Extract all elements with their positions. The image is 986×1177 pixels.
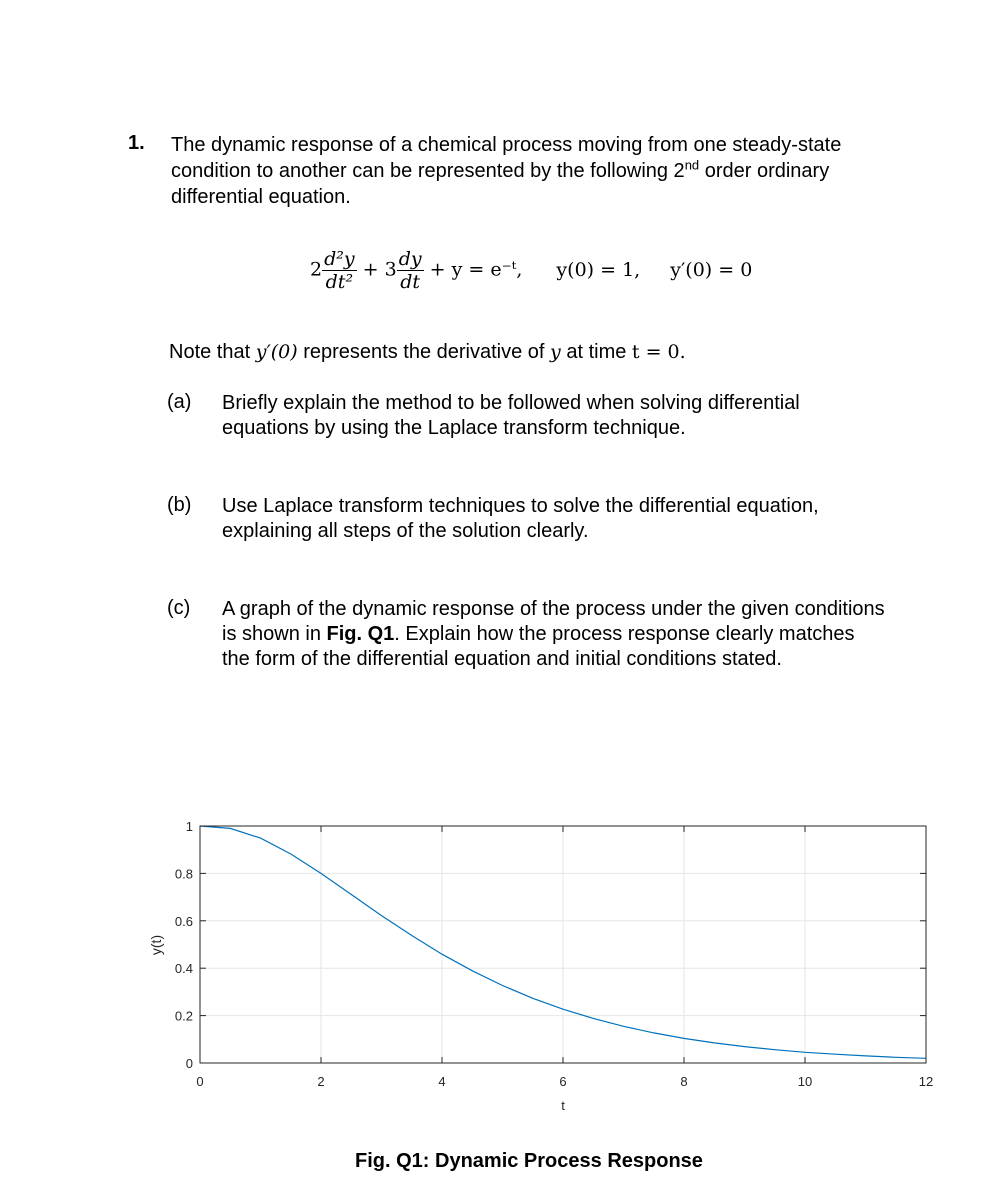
figure-reference: Fig. Q1 bbox=[326, 623, 395, 645]
x-tick-label: 2 bbox=[317, 1074, 325, 1089]
note-m2: y bbox=[550, 341, 561, 363]
part-c-line-3: the form of the differential equation and initial conditions stated. bbox=[222, 648, 782, 670]
part-a-line-2: equations by using the Laplace transform technique. bbox=[222, 417, 686, 439]
eq-frac2-num: dy bbox=[398, 248, 422, 270]
figure-caption: Fig. Q1: Dynamic Process Response bbox=[355, 1150, 703, 1172]
intro-superscript: nd bbox=[684, 157, 700, 173]
part-a-line-1: Briefly explain the method to be followed when solving differential bbox=[222, 392, 800, 414]
eq-frac1-num: d²y bbox=[324, 248, 355, 270]
eq-coef-2: 2 bbox=[310, 258, 323, 281]
note-m3: t = 0. bbox=[631, 341, 686, 363]
y-axis-label: y(t) bbox=[148, 934, 164, 956]
intro-line-3: differential equation. bbox=[171, 186, 351, 208]
eq-frac1-den: dt² bbox=[325, 271, 354, 293]
y-tick-label: 1 bbox=[185, 819, 193, 834]
chart-grid bbox=[200, 826, 926, 1063]
note-m1: y′(0) bbox=[255, 341, 298, 363]
y-tick-label: 0.8 bbox=[174, 866, 193, 882]
note-t1: Note that bbox=[169, 341, 256, 363]
part-c-line-2c: . Explain how the process response clearly matches bbox=[394, 623, 855, 645]
y-tick-label: 0 bbox=[185, 1056, 193, 1071]
part-c-label: (c) bbox=[167, 597, 191, 619]
eq-frac2-den: dt bbox=[400, 271, 421, 293]
intro-line-2-end: order ordinary bbox=[699, 160, 830, 182]
intro-line-2-text: condition to another can be represented by the following 2 bbox=[171, 160, 685, 182]
chart-tick-labels bbox=[175, 819, 933, 1089]
intro-line-1: The dynamic response of a chemical process moving from one steady-state bbox=[171, 134, 842, 156]
part-b-line-2: explaining all steps of the solution clearly. bbox=[222, 520, 589, 542]
x-tick-label: 12 bbox=[918, 1074, 934, 1089]
part-b-line-1: Use Laplace transform techniques to solve the differential equation, bbox=[222, 495, 819, 517]
x-tick-label: 6 bbox=[559, 1074, 567, 1089]
x-tick-label: 4 bbox=[438, 1074, 446, 1089]
eq-initial-condition-1: y(0) = 1, bbox=[556, 258, 641, 281]
eq-plus-3: + 3 bbox=[362, 258, 397, 281]
question-number: 1. bbox=[128, 132, 145, 154]
part-a-label: (a) bbox=[167, 391, 192, 413]
x-tick-label: 8 bbox=[680, 1074, 688, 1089]
y-tick-label: 0.6 bbox=[174, 913, 193, 929]
y-tick-label: 0.2 bbox=[174, 1008, 193, 1024]
part-c-line-1: A graph of the dynamic response of the process under the given conditions bbox=[222, 598, 885, 620]
eq-initial-condition-2: y′(0) = 0 bbox=[670, 258, 753, 281]
part-c-line-2a: is shown in bbox=[222, 623, 327, 645]
note-t2: represents the derivative of bbox=[297, 341, 551, 363]
y-tick-label: 0.4 bbox=[174, 961, 193, 977]
x-tick-label: 10 bbox=[797, 1074, 813, 1089]
eq-rhs: + y = e⁻ᵗ, bbox=[429, 258, 523, 281]
note-t3: at time bbox=[560, 341, 632, 363]
x-axis-label: t bbox=[561, 1098, 565, 1113]
part-b-label: (b) bbox=[167, 494, 192, 516]
x-tick-label: 0 bbox=[196, 1074, 204, 1089]
